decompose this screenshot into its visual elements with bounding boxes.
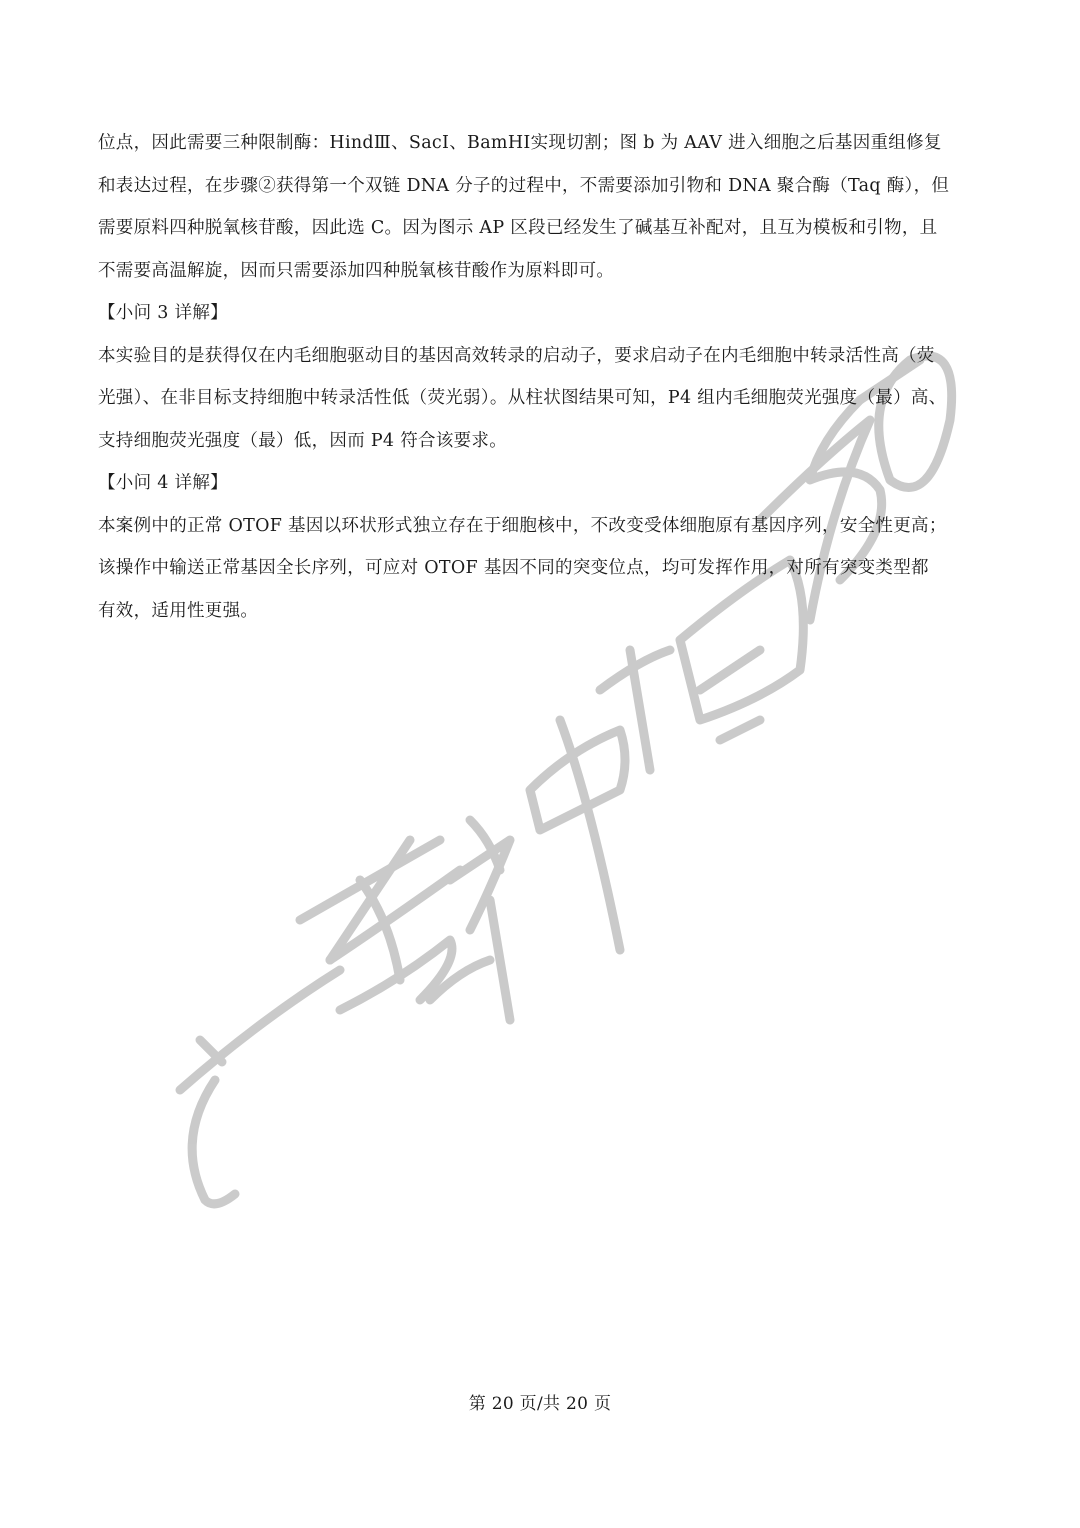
text-line: 有效，适用性更强。 — [98, 600, 259, 621]
text-line: 位点，因此需要三种限制酶：HindⅢ、SacⅠ、BamHⅠ实现切割；图 b 为 AAV 进入细胞之后基因重组修复 — [98, 133, 942, 153]
text-line: 该操作中输送正常基因全长序列，可应对 OTOF 基因不同的突变位点，均可发挥作用，对所有突变类型都 — [98, 558, 929, 578]
paragraph-explanation-2 — [98, 122, 998, 292]
answer-content — [98, 122, 998, 632]
page-number: 第 20 页/共 20 页 — [468, 1394, 612, 1414]
text-line: 不需要高温解旋，因而只需要添加四种脱氧核苷酸作为原料即可。 — [98, 260, 615, 281]
text-line: 本实验目的是获得仅在内毛细胞驱动目的基因高效转录的启动子，要求启动子在内毛细胞中转录活性高（荧 — [98, 345, 935, 366]
paragraph-explanation-4 — [98, 505, 998, 633]
text-line: 支持细胞荧光强度（最）低，因而 P4 符合该要求。 — [98, 430, 508, 451]
text-line: 光强）、在非目标支持细胞中转录活性低（荧光弱）。从柱状图结果可知，P4 组内毛细胞荧光强度（最）高、 — [98, 388, 947, 408]
text-line: 和表达过程，在步骤②获得第一个双链 DNA 分子的过程中，不需要添加引物和 DNA 聚合酶（Taq 酶），但 — [98, 175, 950, 196]
section-heading-q4: 【小问 4 详解】 — [98, 473, 228, 493]
text-line: 需要原料四种脱氧核苷酸，因此选 C。因为图示 AP 区段已经发生了碱基互补配对，且互为模板和引物，且 — [98, 218, 938, 238]
paragraph-explanation-3 — [98, 335, 998, 463]
text-line: 本案例中的正常 OTOF 基因以环状形式独立存在于细胞核中，不改变受体细胞原有基因序列，安全性更高； — [98, 515, 947, 536]
section-heading-q3: 【小问 3 详解】 — [98, 303, 228, 323]
